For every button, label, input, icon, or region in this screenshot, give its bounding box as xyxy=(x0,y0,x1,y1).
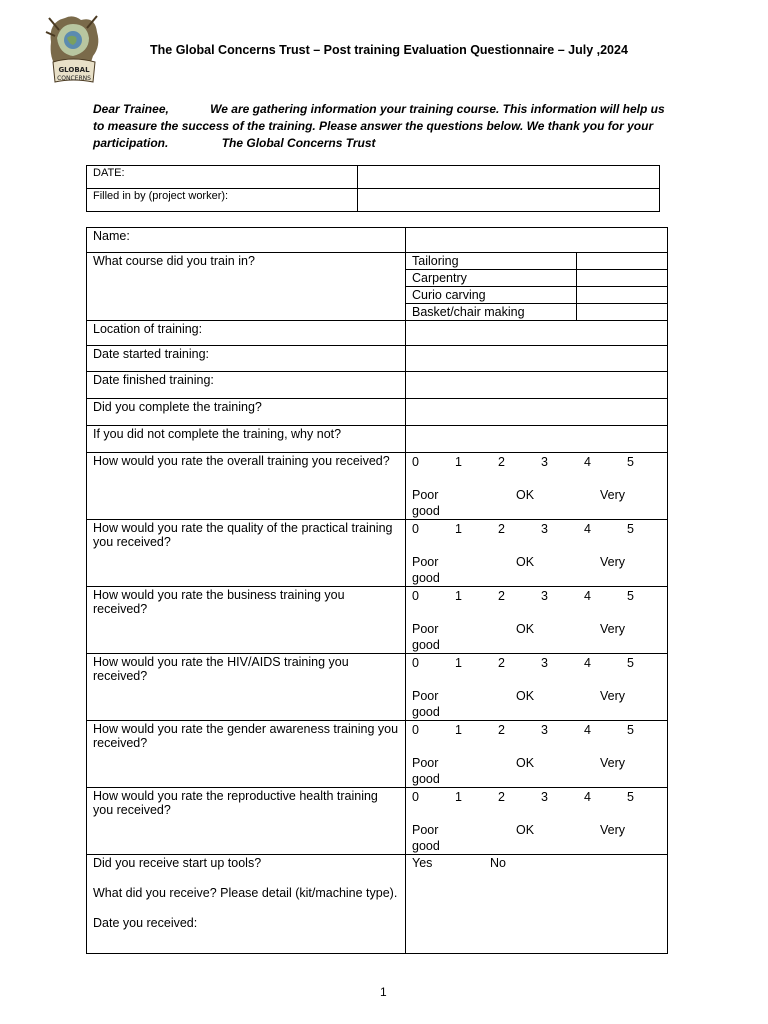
scale-3: 3 xyxy=(541,723,548,737)
scale-4: 4 xyxy=(584,589,591,603)
course-checkbox[interactable] xyxy=(577,304,668,321)
scale-3: 3 xyxy=(541,790,548,804)
course-option: Tailoring xyxy=(406,253,577,270)
tools-yes-option[interactable]: Yes xyxy=(412,856,433,870)
scale-poor: Poor xyxy=(412,555,439,569)
global-concerns-logo xyxy=(43,12,103,88)
tools-answer[interactable] xyxy=(406,855,668,954)
rating-scale[interactable] xyxy=(406,453,668,520)
rating-scale[interactable] xyxy=(406,587,668,654)
rating-question: How would you rate the overall training you received? xyxy=(87,453,406,520)
scale-1: 1 xyxy=(455,589,462,603)
scale-5: 5 xyxy=(627,656,634,670)
rating-scale[interactable] xyxy=(406,721,668,788)
scale-3: 3 xyxy=(541,589,548,603)
filled-by-field[interactable] xyxy=(358,189,660,212)
scale-4: 4 xyxy=(584,522,591,536)
course-checkbox[interactable] xyxy=(577,287,668,304)
date-label: DATE: xyxy=(87,166,358,189)
tools-detail-label: What did you receive? Please detail (kit/machine type). xyxy=(93,886,398,900)
name-label: Name: xyxy=(87,228,406,253)
scale-1: 1 xyxy=(455,455,462,469)
rating-question: How would you rate the HIV/AIDS training you received? xyxy=(87,654,406,721)
location-label: Location of training: xyxy=(87,321,406,346)
scale-ok: OK xyxy=(516,488,535,502)
page-number: 1 xyxy=(380,985,387,999)
intro-body: We are gathering information your training course. This information will help us to measure the success of the training. Please answer the questions below. We thank you for your participation. xyxy=(93,102,665,150)
complete-field[interactable] xyxy=(406,399,668,426)
scale-5: 5 xyxy=(627,723,634,737)
scale-very: Very xyxy=(600,622,626,636)
scale-very: Very xyxy=(600,823,626,837)
scale-2: 2 xyxy=(498,589,505,603)
scale-2: 2 xyxy=(498,522,505,536)
scale-2: 2 xyxy=(498,790,505,804)
date-started-field[interactable] xyxy=(406,346,668,372)
scale-0: 0 xyxy=(412,589,419,603)
scale-1: 1 xyxy=(455,522,462,536)
questionnaire-table xyxy=(86,227,668,954)
svg-text:GLOBAL: GLOBAL xyxy=(58,66,90,74)
scale-5: 5 xyxy=(627,790,634,804)
intro-text xyxy=(93,101,668,152)
scale-3: 3 xyxy=(541,522,548,536)
scale-ok: OK xyxy=(516,555,535,569)
why-not-field[interactable] xyxy=(406,426,668,453)
scale-0: 0 xyxy=(412,656,419,670)
date-started-label: Date started training: xyxy=(87,346,406,372)
tools-label: Did you receive start up tools? xyxy=(93,856,262,870)
rating-scale[interactable] xyxy=(406,520,668,587)
scale-ok: OK xyxy=(516,756,535,770)
scale-very: Very xyxy=(600,488,626,502)
scale-good: good xyxy=(412,772,440,786)
course-option: Carpentry xyxy=(406,270,577,287)
tools-no-option[interactable]: No xyxy=(490,856,506,870)
tools-date-label: Date you received: xyxy=(93,916,198,930)
scale-0: 0 xyxy=(412,522,419,536)
scale-poor: Poor xyxy=(412,488,439,502)
svg-text:CONCERNS: CONCERNS xyxy=(57,75,91,82)
rating-question: How would you rate the quality of the practical training you received? xyxy=(87,520,406,587)
scale-3: 3 xyxy=(541,455,548,469)
page-title: The Global Concerns Trust – Post training Evaluation Questionnaire – July ,2024 xyxy=(150,43,628,57)
scale-5: 5 xyxy=(627,522,634,536)
course-checkbox[interactable] xyxy=(577,270,668,287)
intro-greeting: Dear Trainee, xyxy=(93,102,169,116)
scale-ok: OK xyxy=(516,823,535,837)
scale-1: 1 xyxy=(455,790,462,804)
scale-ok: OK xyxy=(516,622,535,636)
intro-signature: The Global Concerns Trust xyxy=(221,136,376,150)
course-option: Basket/chair making xyxy=(412,305,525,319)
scale-ok: OK xyxy=(516,689,535,703)
scale-poor: Poor xyxy=(412,689,439,703)
scale-4: 4 xyxy=(584,455,591,469)
filled-by-label: Filled in by (project worker): xyxy=(87,189,358,212)
scale-very: Very xyxy=(600,689,626,703)
scale-good: good xyxy=(412,705,440,719)
course-label: What course did you train in? xyxy=(87,253,406,321)
scale-1: 1 xyxy=(455,656,462,670)
course-options-table xyxy=(406,253,667,320)
scale-very: Very xyxy=(600,555,626,569)
scale-2: 2 xyxy=(498,455,505,469)
location-field[interactable] xyxy=(406,321,668,346)
scale-0: 0 xyxy=(412,790,419,804)
scale-poor: Poor xyxy=(412,823,439,837)
scale-5: 5 xyxy=(627,589,634,603)
scale-3: 3 xyxy=(541,656,548,670)
complete-label: Did you complete the training? xyxy=(87,399,406,426)
scale-very: Very xyxy=(600,756,626,770)
scale-good: good xyxy=(412,571,440,585)
scale-4: 4 xyxy=(584,790,591,804)
rating-question: How would you rate the gender awareness training you received? xyxy=(87,721,406,788)
scale-good: good xyxy=(412,638,440,652)
tools-question xyxy=(87,855,406,954)
admin-table xyxy=(86,165,660,212)
scale-0: 0 xyxy=(412,455,419,469)
date-finished-label: Date finished training: xyxy=(87,372,406,399)
scale-2: 2 xyxy=(498,656,505,670)
scale-4: 4 xyxy=(584,723,591,737)
course-option: Curio carving xyxy=(406,287,577,304)
scale-5: 5 xyxy=(627,455,634,469)
rating-scale[interactable] xyxy=(406,654,668,721)
scale-poor: Poor xyxy=(412,756,439,770)
date-finished-field[interactable] xyxy=(406,372,668,399)
course-options xyxy=(406,253,668,321)
scale-good: good xyxy=(412,839,440,853)
date-field[interactable] xyxy=(358,166,660,189)
scale-2: 2 xyxy=(498,723,505,737)
scale-1: 1 xyxy=(455,723,462,737)
course-checkbox[interactable] xyxy=(577,253,668,270)
name-field[interactable] xyxy=(406,228,668,253)
scale-good: good xyxy=(412,504,440,518)
rating-question: How would you rate the reproductive health training you received? xyxy=(87,788,406,855)
scale-poor: Poor xyxy=(412,622,439,636)
scale-4: 4 xyxy=(584,656,591,670)
rating-question: How would you rate the business training you received? xyxy=(87,587,406,654)
rating-scale[interactable] xyxy=(406,788,668,855)
why-not-label: If you did not complete the training, why not? xyxy=(87,426,406,453)
scale-0: 0 xyxy=(412,723,419,737)
